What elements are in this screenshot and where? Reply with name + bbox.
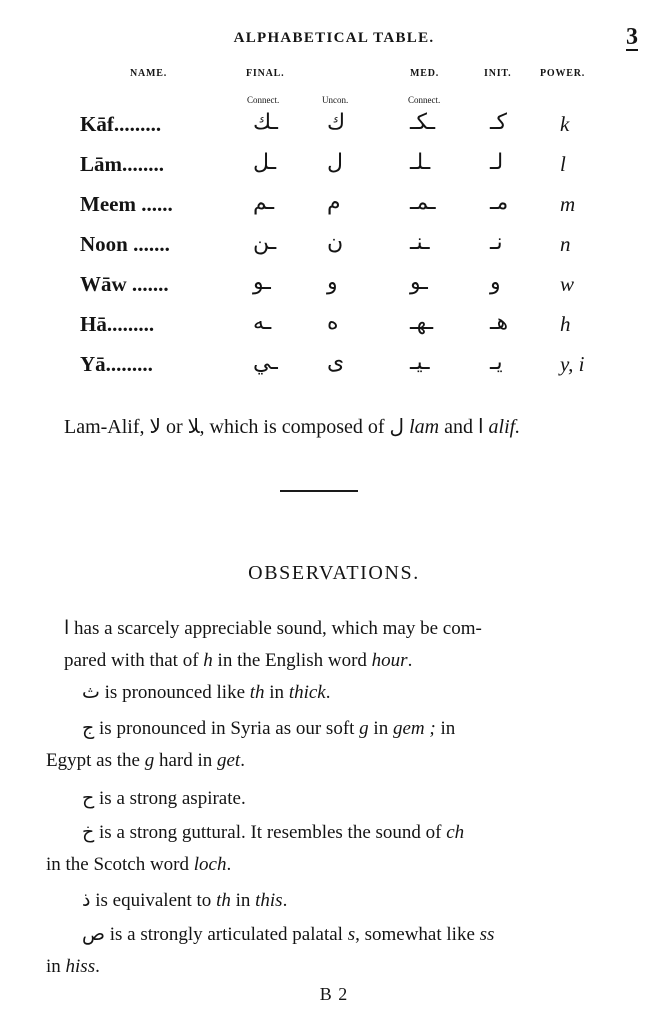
italic-term: get — [216, 750, 241, 771]
table-row — [0, 348, 668, 388]
observation-text: . — [407, 650, 413, 671]
observation-text: is pronounced in Syria as our soft — [99, 718, 355, 739]
table-row — [0, 228, 668, 268]
letter-power: l — [560, 152, 566, 176]
section-divider — [280, 490, 358, 492]
observation-text: has a scarcely appreciable sound, which may be com- — [74, 618, 482, 639]
column-header-power: POWER. — [540, 68, 586, 79]
medial-form: ـكـ — [410, 110, 436, 135]
final-connected-form: ـن — [253, 230, 277, 255]
initial-form: و — [490, 270, 501, 295]
observation-line — [0, 676, 668, 709]
medial-form: ـلـ — [410, 150, 431, 175]
observation-text: Egypt as the — [46, 750, 140, 771]
initial-form: مـ — [490, 190, 509, 215]
column-header-final: FINAL. — [246, 68, 285, 79]
italic-term: hiss — [65, 956, 96, 977]
table-row — [0, 188, 668, 228]
final-unconnected-form: و — [327, 270, 338, 295]
lam-word: lam — [409, 416, 440, 438]
arabic-glyph: ذ — [82, 889, 91, 911]
letter-power: w — [560, 272, 575, 296]
observation-tha — [0, 676, 668, 709]
observation-text: is a strongly articulated palatal — [109, 924, 343, 945]
italic-term: gem ; — [392, 718, 436, 739]
observation-text: is pronounced like — [104, 682, 245, 703]
observation-text: . — [282, 890, 288, 911]
observation-text: hard in — [158, 750, 213, 771]
initial-form: يـ — [490, 350, 503, 375]
letter-name: Kāf......... — [80, 112, 162, 136]
final-unconnected-form: ن — [327, 230, 344, 255]
lam-alif-form-1: ﻻ — [149, 414, 161, 438]
observation-text: in — [235, 890, 251, 911]
observation-text: in — [440, 718, 456, 739]
arabic-glyph: ث — [82, 681, 100, 703]
lam-alif-note — [64, 410, 614, 443]
observation-text: in — [46, 956, 61, 977]
observation-alif — [0, 612, 668, 677]
table-row — [0, 308, 668, 348]
observation-kha — [0, 816, 668, 881]
initial-form: كـ — [490, 110, 507, 135]
letter-power: k — [560, 112, 570, 136]
arabic-glyph: ا — [64, 617, 70, 639]
initial-form: هـ — [490, 310, 509, 335]
arabic-glyph: ص — [82, 923, 105, 945]
italic-term: th — [216, 890, 231, 911]
observation-line — [0, 782, 668, 815]
page-header — [0, 24, 668, 52]
observation-text: is a strong aspirate. — [99, 788, 246, 809]
observation-line — [0, 816, 668, 849]
observation-line — [0, 951, 636, 983]
subheader-final-uncon: Uncon. — [322, 95, 349, 105]
column-header-name: NAME. — [130, 68, 168, 79]
lam-alif-or: or — [165, 416, 183, 438]
italic-term: h — [203, 650, 213, 671]
italic-term: th — [249, 682, 265, 703]
observation-line — [0, 712, 668, 745]
alphabet-table — [0, 108, 668, 388]
observation-text: . — [325, 682, 331, 703]
final-connected-form: ـه — [253, 310, 272, 335]
letter-name: Yā......... — [80, 352, 153, 376]
initial-form: لـ — [490, 150, 504, 175]
observations-heading: OBSERVATIONS. — [248, 562, 420, 584]
observation-text: pared with that of — [64, 650, 199, 671]
letter-name: Noon ....... — [80, 232, 170, 256]
final-unconnected-form: ل — [327, 150, 343, 175]
table-row — [0, 148, 668, 188]
medial-form: ـيـ — [410, 350, 430, 375]
alif-word: alif. — [488, 416, 521, 438]
letter-name: Lām........ — [80, 152, 164, 176]
final-connected-form: ـي — [253, 350, 278, 375]
observation-dhal — [0, 884, 668, 917]
italic-term: ss — [479, 924, 495, 945]
final-unconnected-form: ه — [327, 310, 339, 335]
medial-form: ـو — [410, 270, 428, 295]
letter-power: n — [560, 232, 571, 256]
letter-name: Wāw ....... — [80, 272, 169, 296]
observation-text: . — [95, 956, 100, 977]
observation-text: in the English word — [217, 650, 367, 671]
observation-text: in — [269, 682, 285, 703]
italic-term: g — [144, 750, 155, 771]
letter-power: y, i — [560, 352, 585, 376]
lam-alif-text: , which is composed of — [199, 416, 385, 438]
observation-sad — [0, 918, 668, 983]
column-header-initial: INIT. — [484, 68, 512, 79]
table-row — [0, 268, 668, 308]
italic-term: s — [347, 924, 356, 945]
arabic-glyph: خ — [82, 821, 95, 843]
observation-text: is equivalent to — [95, 890, 212, 911]
medial-form: ـنـ — [410, 230, 430, 255]
subheader-med-connect: Connect. — [408, 95, 441, 105]
final-connected-form: ـك — [253, 110, 278, 135]
italic-term: loch — [193, 854, 227, 875]
arabic-glyph: ح — [82, 787, 95, 809]
observation-line — [0, 645, 654, 677]
letter-power: m — [560, 192, 576, 216]
observation-jim — [0, 712, 668, 777]
final-unconnected-form: م — [327, 190, 341, 215]
initial-form: نـ — [490, 230, 503, 255]
observation-ha — [0, 782, 668, 815]
italic-term: ch — [446, 822, 465, 843]
letter-power: h — [560, 312, 571, 336]
observation-text: in — [373, 718, 389, 739]
subheader-final-connect: Connect. — [247, 95, 280, 105]
running-title: ALPHABETICAL TABLE. — [233, 30, 435, 46]
page-number: 3 — [626, 24, 638, 50]
arabic-glyph: ج — [82, 717, 95, 739]
letter-name: Hā......... — [80, 312, 155, 336]
observation-line — [0, 918, 668, 951]
italic-term: g — [359, 718, 369, 739]
column-header-medial: MED. — [410, 68, 440, 79]
italic-term: thick — [288, 682, 326, 703]
italic-term: hour — [371, 650, 408, 671]
final-connected-form: ـل — [253, 150, 277, 175]
observation-text: in the Scotch word — [46, 854, 190, 875]
alif-glyph: ا — [477, 414, 484, 438]
observation-line — [0, 612, 654, 645]
observation-text: . — [226, 854, 232, 875]
lam-alif-lead: Lam-Alif, — [64, 416, 145, 438]
lam-glyph: ل — [389, 414, 405, 438]
lam-alif-and: and — [444, 416, 473, 438]
final-connected-form: ـو — [253, 270, 271, 295]
observation-line — [0, 849, 636, 881]
italic-term: this — [255, 890, 283, 911]
observation-text: is a strong guttural. It resembles the sound of — [99, 822, 442, 843]
observation-line — [0, 745, 636, 777]
observation-line — [0, 884, 668, 917]
observation-text: , somewhat like — [355, 924, 475, 945]
table-row — [0, 108, 668, 148]
letter-name: Meem ...... — [80, 192, 173, 216]
final-unconnected-form: ك — [327, 110, 346, 135]
final-unconnected-form: ى — [327, 350, 345, 375]
medial-form: ـهـ — [410, 310, 434, 335]
final-connected-form: ـم — [253, 190, 275, 215]
table-column-headers — [0, 68, 668, 108]
lam-alif-form-2: ﻼ — [187, 414, 200, 438]
medial-form: ـمـ — [410, 190, 436, 215]
observation-text: . — [240, 750, 245, 771]
signature-mark: B 2 — [319, 984, 349, 1004]
